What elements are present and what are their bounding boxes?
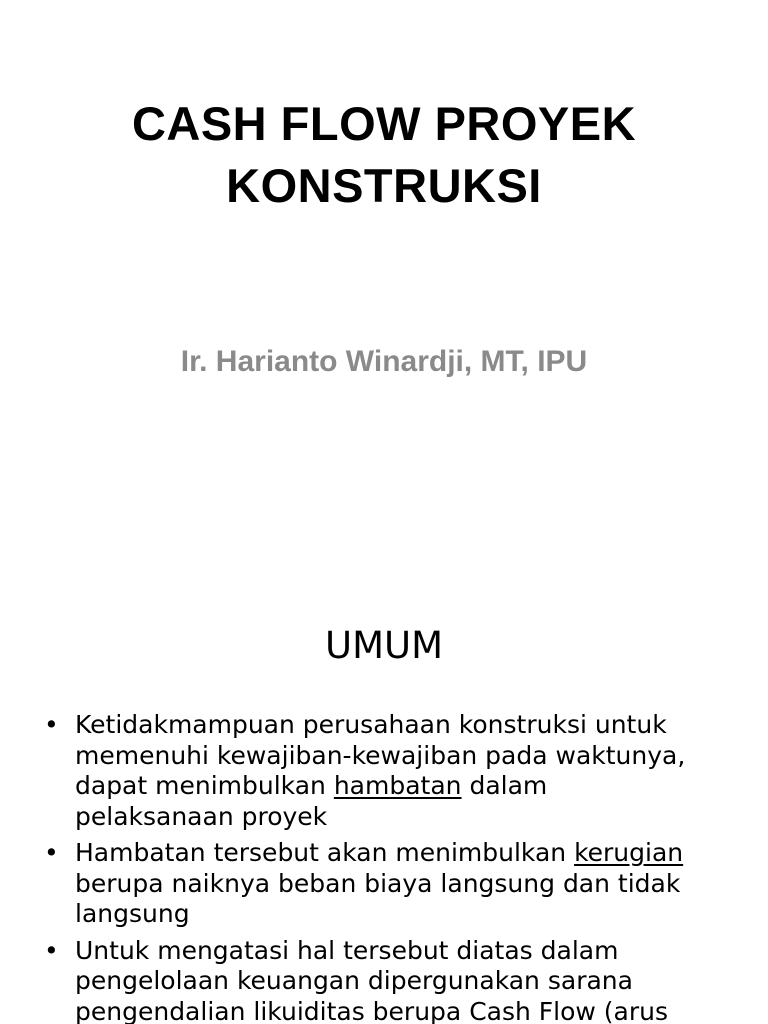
content-slide <box>0 576 768 1024</box>
section-heading: UMUM <box>324 624 443 667</box>
bullet-text: dalam pelaksanaan proyek <box>75 771 548 831</box>
bullet-dot-icon: • <box>44 710 59 739</box>
underlined-term: kerugian <box>574 838 684 867</box>
underlined-term: hambatan <box>333 771 462 800</box>
slide-subtitle: Ir. Harianto Winardji, MT, IPU <box>180 345 588 378</box>
bullet-list <box>0 710 768 1024</box>
slide-title <box>0 93 768 217</box>
slide-title-line-2: KONSTRUKSI <box>226 159 542 212</box>
bullet-text: berupa naiknya beban biaya langsung dan tidak langsung <box>75 868 681 928</box>
bullet-dot-icon: • <box>44 935 59 965</box>
bullet-item <box>0 838 768 930</box>
bullet-text: Untuk mengatasi hal tersebut diatas dalam pengelolaan keuangan dipergunakan sarana pengendalian likuiditas berupa Cash Flow (arus <box>75 935 669 1024</box>
bullet-dot-icon: • <box>44 838 59 867</box>
bullet-item <box>0 936 768 1024</box>
slide-title-line-1: CASH FLOW PROYEK <box>131 97 637 150</box>
bullet-text: Ketidakmampuan perusahaan konstruksi untuk memenuhi kewajiban-kewajiban pada waktunya, dapat menimbulkan <box>75 710 686 800</box>
bullet-text: Hambatan tersebut akan menimbulkan <box>75 838 575 867</box>
bullet-item <box>0 710 768 832</box>
